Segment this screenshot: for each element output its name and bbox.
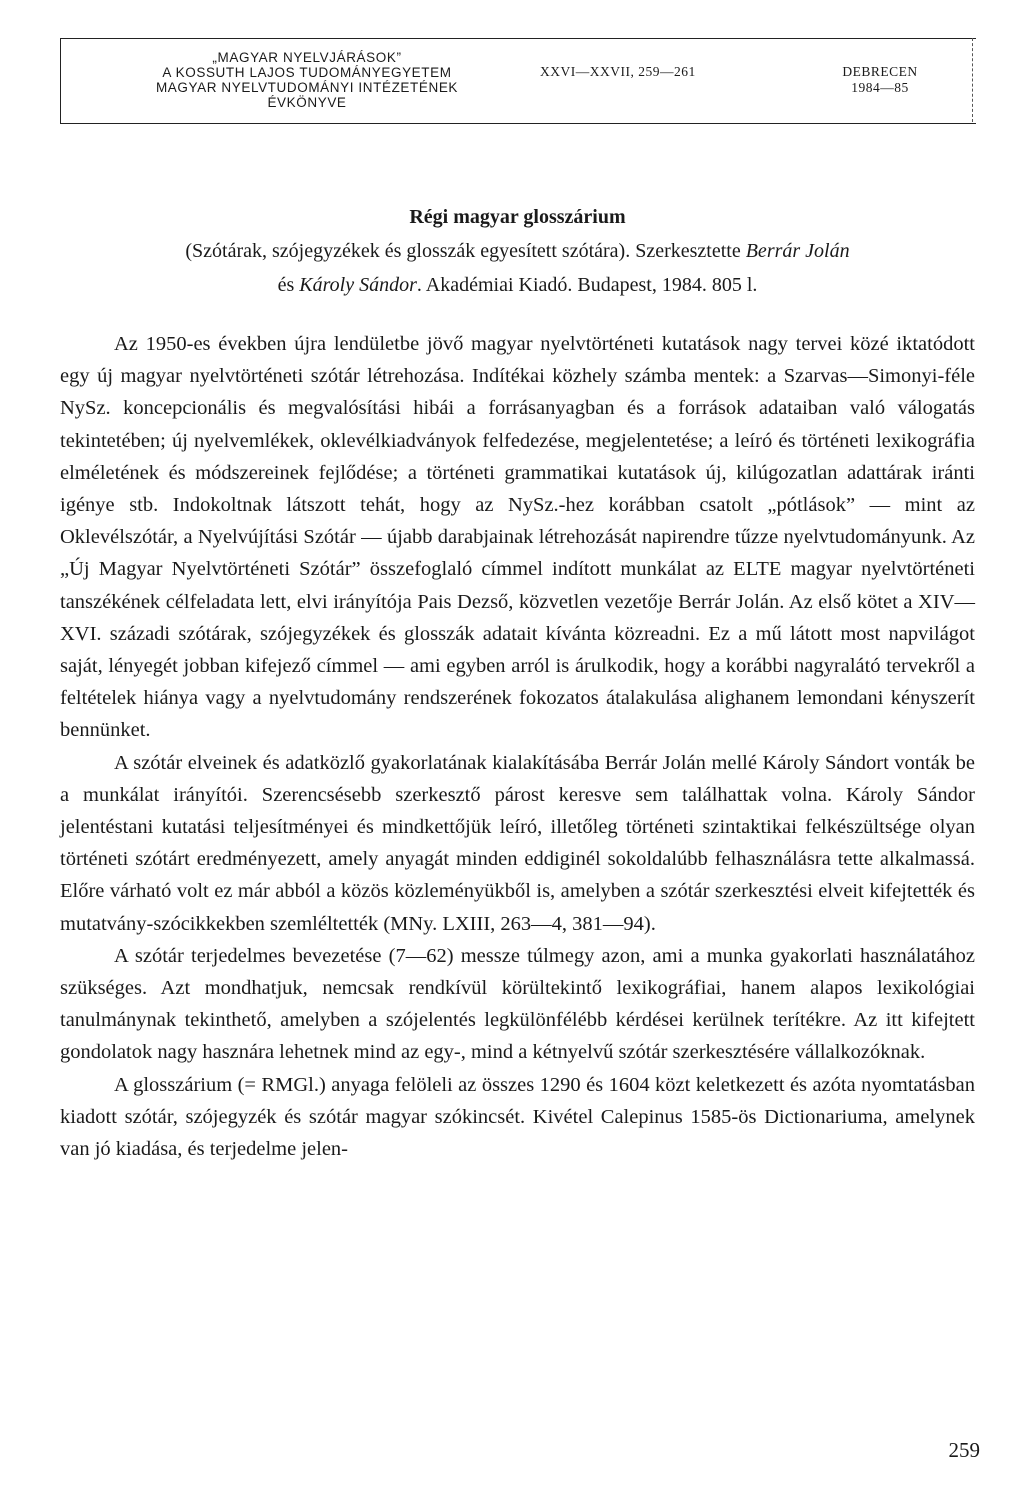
review-conjunction: és: [277, 274, 295, 296]
body-paragraph: Az 1950-es években újra lendületbe jövő magyar nyelvtörténeti kutatások nagy tervei közé iktatódott egy új magyar nyelvtörténeti szótár létrehozása. Indítékai közhely számba mentek: a Szarvas—Simonyi-féle NySz. koncepcionális és megvalósítási hibái a forrásanyagban és a források adataiban való válogatás tekintetében; új nyelvemlékek, oklevélkiadványok felfedezése, megjelentetése; a leíró és történeti lexikográfia elméletének és módszereinek fejlődése; a történeti grammatikai kutatások új, kilúgozatlan adattárak iránti igénye stb. Indokoltnak látszott tehát, hogy az NySz.-hez korábban csatolt „pótlások” — mint az Oklevélszótár, a Nyelvújítási Szótár — újabb darabjainak létrehozását napirendre tűzze nyelvtudományunk. Az „Új Magyar Nyelvtörténeti Szótár” összefoglaló címmel indított munkálat az ELTE magyar nyelvtörténeti tanszékének célfeladata lett, elvi irányítója Pais Dezső, közvetlen vezetője Berrár Jolán. Az első kötet a XIV—XVI. századi szótárak, szójegyzékek és glosszák adatait kívánta közreadni. Ez a mű látott most napvilágot saját, lényegét jobban kifejező címmel — ami egyben arról is árulkodik, hogy a korábbi nagyralátó tervekről a feltételek hiánya vagy a nyelvtudomány rendszerének fokozatos átalakulása alighanem lemondani kényszerít bennünket.: [60, 333, 975, 742]
body-paragraph: A szótár elveinek és adatközlő gyakorlatának kialakításába Berrár Jolán mellé Károly Sándort vonták be a munkálat irányítói. Szerencsésebb szerkesztő párost keresve sem találhattak volna. Károly Sándor jelentéstani kutatási teljesítményei és mindkettőjük leíró, illetőleg történeti szintaktikai felkészültsége olyan történeti szótárt eredményezett, amely anyagát minden eddiginél sokoldalúbb felhasználásra tette alkalmassá. Előre várható volt ez már abból a közös közleményükből is, amelyben a szótár szerkesztési elveit kifejtették és mutatvány-szócikkekben szemléltették (MNy. LXIII, 263—4, 381—94).: [60, 751, 975, 935]
review-publication-info: . Akadémiai Kiadó. Budapest, 1984. 805 l.: [416, 274, 758, 296]
publication-place: DEBRECEN: [842, 64, 918, 79]
header-right-rule: [972, 38, 973, 122]
review-title-block: [60, 200, 975, 302]
review-publication-line: [60, 268, 975, 302]
journal-title-line: MAGYAR NYELVTUDOMÁNYI INTÉZETÉNEK: [155, 80, 459, 95]
journal-title-line: „MAGYAR NYELVJÁRÁSOK”: [212, 50, 402, 65]
review-title: Régi magyar glosszárium: [409, 206, 626, 228]
review-editor-2: Károly Sándor: [299, 274, 417, 296]
volume-pages: XXVI—XXVII, 259—261: [540, 64, 696, 79]
body-paragraph: A szótár terjedelmes bevezetése (7—62) messze túlmegy azon, ami a munka gyakorlati használatához szükséges. Azt mondhatjuk, nemcsak rendkívül körültekintő lexikográfiai, hanem alapos lexikológiai tanulmánynak tekinthető, amelyben a szójelentés legkülönfélébb kérdései kerülnek terítékre. Az itt kifejtett gondolatok nagy hasznára lehetnek mind az egy-, mind a kétnyelvű szótár szerkesztésére vállalkozóknak.: [60, 944, 975, 1064]
journal-title-line: A KOSSUTH LAJOS TUDOMÁNYEGYETEM: [162, 65, 452, 80]
review-subtitle-text: (Szótárak, szójegyzékek és glosszák egyesített szótára). Szerkesztette: [185, 240, 741, 262]
review-editor-1: Berrár Jolán: [745, 240, 850, 262]
publication-years: 1984—85: [851, 80, 909, 95]
page-number: 259: [948, 1438, 980, 1462]
journal-title-block: [72, 50, 542, 110]
place-and-year: [800, 64, 960, 96]
review-body: [60, 328, 975, 1165]
review-subtitle-line: [60, 234, 975, 268]
body-paragraph: A glosszárium (= RMGl.) anyaga felöleli az összes 1290 és 1604 közt keletkezett és azóta nyomtatásban kiadott szótár, szójegyzék és szótár magyar szókincsét. Kivétel Calepinus 1585-ös Dictionariuma, amelynek van jó kiadása, és terjedelme jelen-: [60, 1073, 975, 1161]
journal-title-line: ÉVKÖNYVE: [267, 95, 347, 110]
